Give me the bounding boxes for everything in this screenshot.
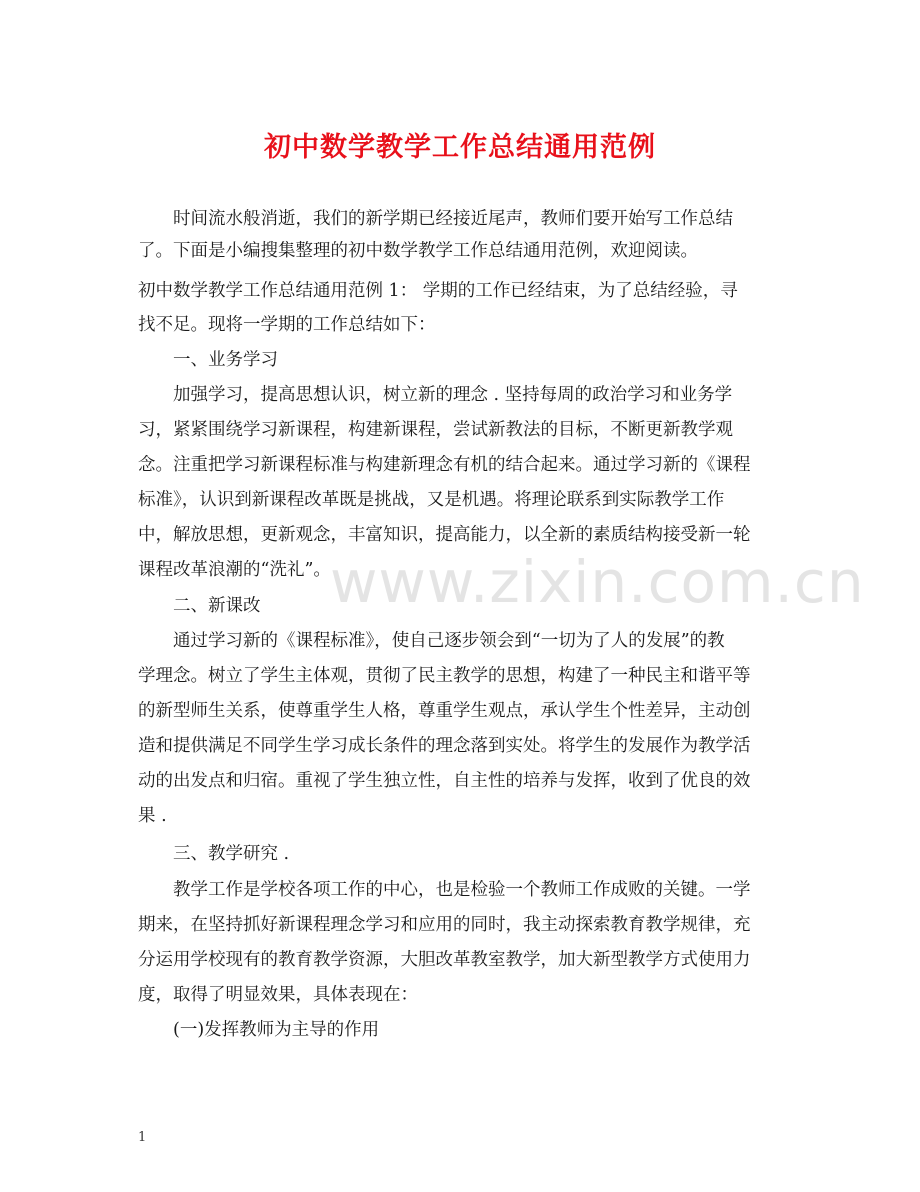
watermark: www.zixin.com.cn <box>330 548 865 616</box>
paragraph-line: 分运用学校现有的教育教学资源，大胆改革教室教学，加大新型教学方式使用力 <box>138 950 751 970</box>
paragraph-line: 中，解放思想，更新观念，丰富知识，提高能力，以全新的素质结构接受新一轮 <box>138 525 751 545</box>
paragraph-line: 通过学习新的《课程标准》，使自己逐步领会到“一切为了人的发展”的教 <box>173 631 725 651</box>
section-heading: 三、教学研究 . <box>173 844 290 864</box>
paragraph-line: 加强学习，提高思想认识，树立新的理念 . 坚持每周的政治学习和业务学 <box>173 385 733 405</box>
subsection-heading: (一)发挥教师为主导的作用 <box>173 1020 380 1040</box>
paragraph-line: 度，取得了明显效果，具体表现在： <box>138 985 418 1005</box>
paragraph-line: 学理念。树立了学生主体观，贯彻了民主教学的思想，构建了一种民主和谐平等 <box>138 666 751 686</box>
paragraph-line: 标准》，认识到新课程改革既是挑战，又是机遇。将理论联系到实际教学工作 <box>138 490 725 510</box>
paragraph-line: 了。下面是小编搜集整理的初中数学教学工作总结通用范例，欢迎阅读。 <box>138 241 698 261</box>
paragraph-line: 初中数学教学工作总结通用范例 1： 学期的工作已经结束，为了总结经验，寻 <box>138 281 738 301</box>
paragraph-line: 期来，在坚持抓好新课程理念学习和应用的同时，我主动探索教育教学规律，充 <box>138 915 751 935</box>
paragraph-line: 习，紧紧围绕学习新课程，构建新课程，尝试新教法的目标，不断更新教学观 <box>138 420 733 440</box>
paragraph-line: 念。注重把学习新课程标准与构建新理念有机的结合起来。通过学习新的《课程 <box>138 455 751 475</box>
paragraph-line: 造和提供满足不同学生学习成长条件的理念落到实处。将学生的发展作为教学活 <box>138 736 751 756</box>
paragraph-line: 动的出发点和归宿。重视了学生独立性，自主性的培养与发挥，收到了优良的效 <box>138 771 751 791</box>
paragraph-line: 找不足。现将一学期的工作总结如下： <box>138 315 436 335</box>
paragraph-line: 的新型师生关系，使尊重学生人格，尊重学生观点，承认学生个性差异，主动创 <box>138 701 751 721</box>
paragraph-line: 果 . <box>138 806 167 826</box>
section-heading: 一、业务学习 <box>173 350 278 370</box>
document-title: 初中数学教学工作总结通用范例 <box>264 132 656 163</box>
paragraph-line: 课程改革浪潮的“洗礼”。 <box>138 560 331 580</box>
paragraph-line: 时间流水般消逝，我们的新学期已经接近尾声，教师们要开始写工作总结 <box>173 209 733 229</box>
page-number: 1 <box>138 1130 147 1145</box>
paragraph-line: 教学工作是学校各项工作的中心，也是检验一个教师工作成败的关键。一学 <box>173 880 751 900</box>
section-heading: 二、新课改 <box>173 596 261 616</box>
